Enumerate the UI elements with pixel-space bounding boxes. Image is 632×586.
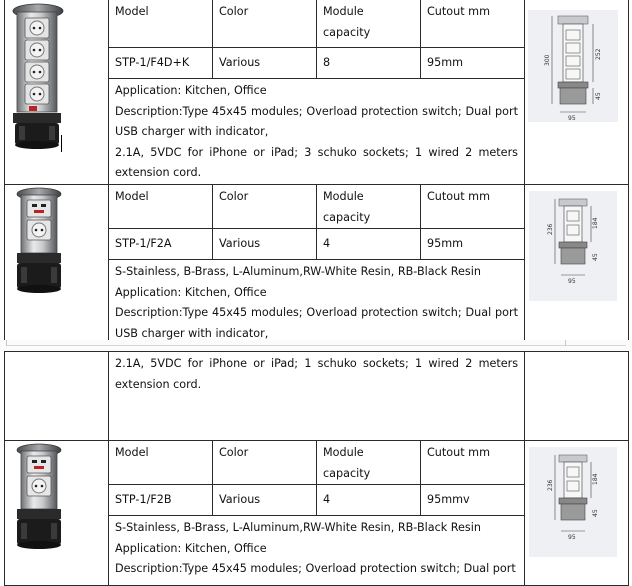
description-line: Application: Kitchen, Office [115, 541, 267, 555]
product-photo-cell [5, 0, 109, 184]
drawing-width-label: 95 [568, 534, 576, 541]
page-break [0, 340, 632, 351]
module-capacity-value: 8 [317, 48, 421, 79]
module-capacity-value: 4 [317, 229, 421, 260]
pop-up-socket-tower-photo [5, 441, 109, 561]
technical-drawing-cell [525, 0, 629, 184]
product-photo-cell [5, 441, 109, 586]
header-color: Color [213, 441, 317, 485]
header-color: Color [213, 184, 317, 228]
header-model: Model [109, 184, 213, 228]
dimension-drawing [525, 189, 629, 305]
model-value: STP-1/F4D+K [109, 48, 213, 79]
drawing-width-label: 95 [568, 277, 576, 285]
header-module-capacity: Module capacity [317, 0, 421, 48]
cutout-value: 95mm [421, 48, 525, 79]
drawing-base-label: 45 [595, 92, 602, 100]
description-line: S-Stainless, B-Brass, L-Aluminum,RW-White Resin, RB-Black Resin [115, 265, 481, 279]
drawing-inner-label: 252 [595, 48, 602, 60]
spec-table-page-2 [4, 351, 629, 586]
product-description [109, 79, 525, 185]
dimension-drawing [525, 8, 629, 128]
description-line: Application: Kitchen, Office [115, 84, 267, 97]
pop-up-socket-tower-photo [5, 185, 109, 305]
header-model: Model [109, 441, 213, 485]
drawing-base-label: 45 [592, 509, 600, 517]
product-photo-cell [5, 184, 109, 345]
header-module-capacity: Module capacity [317, 441, 421, 485]
cutout-value: 95mmv [421, 485, 525, 516]
drawing-height-label: 236 [547, 223, 554, 235]
header-model: Model [109, 0, 213, 48]
drawing-inner-label: 184 [592, 473, 600, 485]
color-value: Various [213, 485, 317, 516]
header-cutout: Cutout mm [421, 184, 525, 228]
description-line: Description:Type 45x45 modules; Overload protection switch; Dual port USB charger with indicator, [115, 104, 518, 139]
description-line: Description:Type 45x45 modules; Overload protection switch; Dual port [115, 562, 516, 576]
description-line: Application: Kitchen, Office [115, 285, 267, 299]
dimension-drawing [525, 445, 629, 561]
drawing-inner-label: 184 [592, 217, 599, 229]
drawing-height-label: 300 [544, 54, 551, 66]
header-module-capacity: Module capacity [317, 184, 421, 228]
header-color: Color [213, 0, 317, 48]
model-value: STP-1/F2B [109, 485, 213, 516]
spec-table-page-1 [4, 0, 629, 346]
model-value: STP-1/F2A [109, 229, 213, 260]
empty-drawing-cell [525, 352, 629, 441]
product-description [109, 516, 525, 586]
drawing-width-label: 95 [568, 115, 576, 122]
description-line: 2.1A, 5VDC for iPhone or iPad; 3 schuko sockets; 1 wired 2 meters extension cord. [115, 145, 518, 180]
module-capacity-value: 4 [317, 485, 421, 516]
cutout-value: 95mm [421, 229, 525, 260]
technical-drawing-cell [525, 441, 629, 586]
product-description [109, 260, 525, 346]
empty-photo-cell [5, 352, 109, 441]
text-cursor [61, 135, 62, 152]
description-line: S-Stainless, B-Brass, L-Aluminum,RW-White Resin, RB-Black Resin [115, 521, 481, 535]
color-value: Various [213, 229, 317, 260]
color-value: Various [213, 48, 317, 79]
description-continuation: 2.1A, 5VDC for iPhone or iPad; 1 schuko sockets; 1 wired 2 meters extension cord. [109, 352, 525, 441]
drawing-base-label: 45 [592, 253, 599, 261]
description-line: Description:Type 45x45 modules; Overload protection switch; Dual port USB charger with indicator, [115, 306, 518, 340]
technical-drawing-cell [525, 184, 629, 345]
header-cutout: Cutout mm [421, 441, 525, 485]
header-cutout: Cutout mm [421, 0, 525, 48]
pop-up-socket-tower-photo [5, 0, 109, 155]
drawing-height-label: 236 [547, 479, 555, 491]
